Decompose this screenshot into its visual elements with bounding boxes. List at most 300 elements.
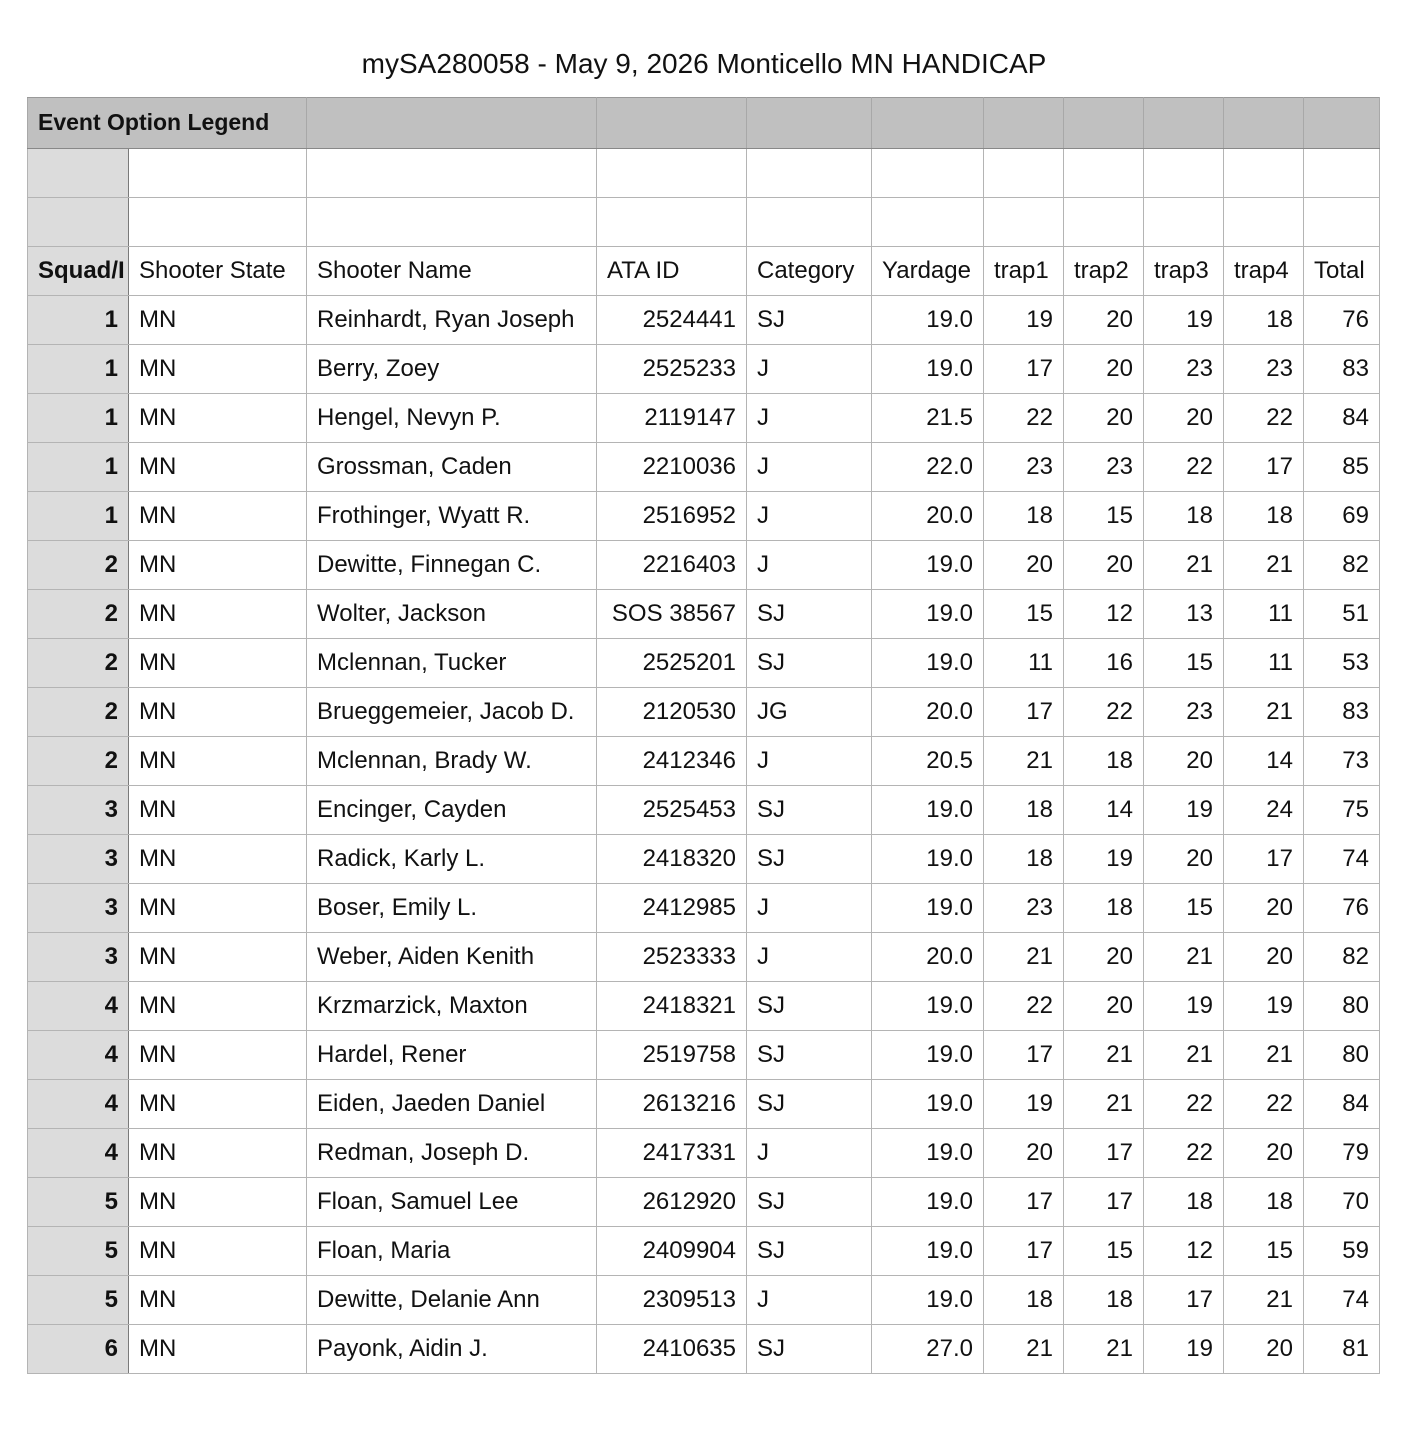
total-cell[interactable]: 59	[1304, 1227, 1380, 1276]
header-trap2[interactable]: trap2	[1064, 247, 1144, 296]
yardage-cell[interactable]: 19.0	[872, 1129, 984, 1178]
trap4-cell[interactable]: 17	[1224, 443, 1304, 492]
squad-cell[interactable]: 3	[28, 884, 129, 933]
trap3-cell[interactable]: 21	[1144, 933, 1224, 982]
legend-cell[interactable]	[1304, 98, 1380, 149]
trap4-cell[interactable]: 17	[1224, 835, 1304, 884]
trap3-cell[interactable]: 15	[1144, 639, 1224, 688]
name-cell[interactable]: Berry, Zoey	[307, 345, 597, 394]
trap2-cell[interactable]: 18	[1064, 737, 1144, 786]
trap2-cell[interactable]: 23	[1064, 443, 1144, 492]
state-cell[interactable]: MN	[129, 1227, 307, 1276]
name-cell[interactable]: Hardel, Rener	[307, 1031, 597, 1080]
squad-cell[interactable]: 2	[28, 639, 129, 688]
ata-id-cell[interactable]: 2613216	[597, 1080, 747, 1129]
state-cell[interactable]: MN	[129, 1080, 307, 1129]
trap2-cell[interactable]: 15	[1064, 1227, 1144, 1276]
state-cell[interactable]: MN	[129, 541, 307, 590]
name-cell[interactable]: Payonk, Aidin J.	[307, 1325, 597, 1374]
trap1-cell[interactable]: 11	[984, 639, 1064, 688]
total-cell[interactable]: 84	[1304, 394, 1380, 443]
yardage-cell[interactable]: 19.0	[872, 1080, 984, 1129]
yardage-cell[interactable]: 19.0	[872, 1227, 984, 1276]
ata-id-cell[interactable]: 2516952	[597, 492, 747, 541]
category-cell[interactable]: J	[747, 1129, 872, 1178]
ata-id-cell[interactable]: 2412346	[597, 737, 747, 786]
empty-cell[interactable]	[307, 149, 597, 198]
state-cell[interactable]: MN	[129, 737, 307, 786]
trap1-cell[interactable]: 22	[984, 394, 1064, 443]
trap4-cell[interactable]: 22	[1224, 1080, 1304, 1129]
yardage-cell[interactable]: 20.0	[872, 688, 984, 737]
total-cell[interactable]: 69	[1304, 492, 1380, 541]
trap4-cell[interactable]: 11	[1224, 590, 1304, 639]
empty-cell[interactable]	[984, 149, 1064, 198]
name-cell[interactable]: Radick, Karly L.	[307, 835, 597, 884]
yardage-cell[interactable]: 20.0	[872, 933, 984, 982]
trap4-cell[interactable]: 21	[1224, 541, 1304, 590]
ata-id-cell[interactable]: 2612920	[597, 1178, 747, 1227]
total-cell[interactable]: 81	[1304, 1325, 1380, 1374]
table-row	[28, 737, 1380, 786]
total-cell[interactable]: 83	[1304, 688, 1380, 737]
trap3-cell[interactable]: 19	[1144, 786, 1224, 835]
squad-cell[interactable]: 4	[28, 982, 129, 1031]
trap3-cell[interactable]: 15	[1144, 884, 1224, 933]
category-cell[interactable]: SJ	[747, 1227, 872, 1276]
ata-id-cell[interactable]: 2523333	[597, 933, 747, 982]
trap2-cell[interactable]: 17	[1064, 1178, 1144, 1227]
yardage-cell[interactable]: 19.0	[872, 1178, 984, 1227]
squad-cell[interactable]: 1	[28, 296, 129, 345]
squad-cell[interactable]: 5	[28, 1227, 129, 1276]
empty-cell[interactable]	[307, 198, 597, 247]
ata-id-cell[interactable]: 2120530	[597, 688, 747, 737]
yardage-cell[interactable]: 19.0	[872, 884, 984, 933]
category-cell[interactable]: SJ	[747, 590, 872, 639]
category-cell[interactable]: J	[747, 394, 872, 443]
trap2-cell[interactable]: 21	[1064, 1031, 1144, 1080]
empty-cell[interactable]	[1064, 198, 1144, 247]
header-trap4[interactable]: trap4	[1224, 247, 1304, 296]
squad-cell[interactable]: 4	[28, 1129, 129, 1178]
category-cell[interactable]: J	[747, 1276, 872, 1325]
state-cell[interactable]: MN	[129, 1178, 307, 1227]
trap4-cell[interactable]: 21	[1224, 1031, 1304, 1080]
table-row	[28, 1325, 1380, 1374]
total-cell[interactable]: 82	[1304, 933, 1380, 982]
yardage-cell[interactable]: 27.0	[872, 1325, 984, 1374]
squad-cell[interactable]: 4	[28, 1080, 129, 1129]
total-cell[interactable]: 75	[1304, 786, 1380, 835]
trap1-cell[interactable]: 21	[984, 737, 1064, 786]
total-cell[interactable]: 82	[1304, 541, 1380, 590]
trap2-cell[interactable]: 16	[1064, 639, 1144, 688]
total-cell[interactable]: 83	[1304, 345, 1380, 394]
trap1-cell[interactable]: 19	[984, 1080, 1064, 1129]
total-cell[interactable]: 53	[1304, 639, 1380, 688]
yardage-cell[interactable]: 19.0	[872, 590, 984, 639]
trap3-cell[interactable]: 17	[1144, 1276, 1224, 1325]
table-row	[28, 835, 1380, 884]
squad-cell[interactable]: 1	[28, 492, 129, 541]
category-cell[interactable]: J	[747, 541, 872, 590]
squad-cell[interactable]: 3	[28, 786, 129, 835]
yardage-cell[interactable]: 19.0	[872, 639, 984, 688]
trap4-cell[interactable]: 19	[1224, 982, 1304, 1031]
category-cell[interactable]: SJ	[747, 835, 872, 884]
trap2-cell[interactable]: 18	[1064, 884, 1144, 933]
trap2-cell[interactable]: 12	[1064, 590, 1144, 639]
category-cell[interactable]: JG	[747, 688, 872, 737]
ata-id-cell[interactable]: 2418320	[597, 835, 747, 884]
header-ata-id[interactable]: ATA ID	[597, 247, 747, 296]
yardage-cell[interactable]: 21.5	[872, 394, 984, 443]
empty-cell[interactable]	[129, 198, 307, 247]
total-cell[interactable]: 84	[1304, 1080, 1380, 1129]
ata-id-cell[interactable]: 2216403	[597, 541, 747, 590]
header-squad[interactable]: Squad/I	[28, 247, 129, 296]
trap2-cell[interactable]: 20	[1064, 982, 1144, 1031]
header-trap3[interactable]: trap3	[1144, 247, 1224, 296]
header-total[interactable]: Total	[1304, 247, 1380, 296]
legend-cell[interactable]	[1144, 98, 1224, 149]
trap4-cell[interactable]: 18	[1224, 1178, 1304, 1227]
trap4-cell[interactable]: 21	[1224, 688, 1304, 737]
ata-id-cell[interactable]: 2519758	[597, 1031, 747, 1080]
ata-id-cell[interactable]: 2412985	[597, 884, 747, 933]
category-cell[interactable]: SJ	[747, 639, 872, 688]
state-cell[interactable]: MN	[129, 443, 307, 492]
empty-cell[interactable]	[597, 198, 747, 247]
name-cell[interactable]: Weber, Aiden Kenith	[307, 933, 597, 982]
trap1-cell[interactable]: 21	[984, 933, 1064, 982]
state-cell[interactable]: MN	[129, 884, 307, 933]
ata-id-cell[interactable]: 2210036	[597, 443, 747, 492]
state-cell[interactable]: MN	[129, 639, 307, 688]
yardage-cell[interactable]: 22.0	[872, 443, 984, 492]
trap1-cell[interactable]: 20	[984, 1129, 1064, 1178]
legend-title: Event Option Legend	[38, 109, 270, 135]
squad-cell[interactable]: 3	[28, 835, 129, 884]
table-row	[28, 1178, 1380, 1227]
squad-cell[interactable]: 5	[28, 1178, 129, 1227]
empty-cell[interactable]	[1304, 149, 1380, 198]
total-cell[interactable]: 76	[1304, 884, 1380, 933]
yardage-cell[interactable]: 19.0	[872, 835, 984, 884]
category-cell[interactable]: SJ	[747, 786, 872, 835]
name-cell[interactable]: Grossman, Caden	[307, 443, 597, 492]
category-cell[interactable]: J	[747, 345, 872, 394]
trap3-cell[interactable]: 20	[1144, 737, 1224, 786]
header-yardage[interactable]: Yardage	[872, 247, 984, 296]
squad-cell[interactable]: 2	[28, 590, 129, 639]
category-cell[interactable]: SJ	[747, 1031, 872, 1080]
ata-id-cell[interactable]: SOS 38567	[597, 590, 747, 639]
trap1-cell[interactable]: 18	[984, 1276, 1064, 1325]
state-cell[interactable]: MN	[129, 786, 307, 835]
empty-cell[interactable]	[1064, 149, 1144, 198]
empty-cell[interactable]	[872, 198, 984, 247]
category-cell[interactable]: SJ	[747, 1178, 872, 1227]
category-cell[interactable]: J	[747, 737, 872, 786]
state-cell[interactable]: MN	[129, 1031, 307, 1080]
legend-cell[interactable]	[984, 98, 1064, 149]
trap2-cell[interactable]: 19	[1064, 835, 1144, 884]
state-cell[interactable]: MN	[129, 835, 307, 884]
trap3-cell[interactable]: 23	[1144, 345, 1224, 394]
header-category[interactable]: Category	[747, 247, 872, 296]
trap2-cell[interactable]: 21	[1064, 1325, 1144, 1374]
blank-row	[28, 149, 1380, 198]
empty-cell[interactable]	[1224, 198, 1304, 247]
empty-cell[interactable]	[597, 149, 747, 198]
trap1-cell[interactable]: 18	[984, 492, 1064, 541]
trap3-cell[interactable]: 20	[1144, 394, 1224, 443]
trap1-cell[interactable]: 17	[984, 1031, 1064, 1080]
trap1-cell[interactable]: 23	[984, 884, 1064, 933]
name-cell[interactable]: Mclennan, Tucker	[307, 639, 597, 688]
trap4-cell[interactable]: 20	[1224, 884, 1304, 933]
category-cell[interactable]: SJ	[747, 1080, 872, 1129]
trap3-cell[interactable]: 18	[1144, 492, 1224, 541]
legend-row	[28, 98, 1380, 149]
table-row	[28, 345, 1380, 394]
total-cell[interactable]: 76	[1304, 296, 1380, 345]
ata-id-cell[interactable]: 2119147	[597, 394, 747, 443]
state-cell[interactable]: MN	[129, 296, 307, 345]
name-cell[interactable]: Floan, Samuel Lee	[307, 1178, 597, 1227]
squad-cell[interactable]: 4	[28, 1031, 129, 1080]
table-row	[28, 786, 1380, 835]
name-cell[interactable]: Dewitte, Finnegan C.	[307, 541, 597, 590]
total-cell[interactable]: 73	[1304, 737, 1380, 786]
trap1-cell[interactable]: 23	[984, 443, 1064, 492]
yardage-cell[interactable]: 19.0	[872, 345, 984, 394]
name-cell[interactable]: Frothinger, Wyatt R.	[307, 492, 597, 541]
table-row	[28, 1227, 1380, 1276]
name-cell[interactable]: Wolter, Jackson	[307, 590, 597, 639]
name-cell[interactable]: Krzmarzick, Maxton	[307, 982, 597, 1031]
yardage-cell[interactable]: 20.5	[872, 737, 984, 786]
name-cell[interactable]: Boser, Emily L.	[307, 884, 597, 933]
state-cell[interactable]: MN	[129, 1325, 307, 1374]
squad-cell[interactable]: 1	[28, 345, 129, 394]
category-cell[interactable]: J	[747, 443, 872, 492]
trap1-cell[interactable]: 18	[984, 786, 1064, 835]
ata-id-cell[interactable]: 2417331	[597, 1129, 747, 1178]
state-cell[interactable]: MN	[129, 688, 307, 737]
empty-cell[interactable]	[984, 198, 1064, 247]
total-cell[interactable]: 80	[1304, 982, 1380, 1031]
trap2-cell[interactable]: 21	[1064, 1080, 1144, 1129]
empty-cell[interactable]	[1144, 198, 1224, 247]
header-shooter-name[interactable]: Shooter Name	[307, 247, 597, 296]
trap3-cell[interactable]: 22	[1144, 1129, 1224, 1178]
ata-id-cell[interactable]: 2410635	[597, 1325, 747, 1374]
name-cell[interactable]: Hengel, Nevyn P.	[307, 394, 597, 443]
name-cell[interactable]: Brueggemeier, Jacob D.	[307, 688, 597, 737]
trap2-cell[interactable]: 18	[1064, 1276, 1144, 1325]
yardage-cell[interactable]: 20.0	[872, 492, 984, 541]
trap1-cell[interactable]: 17	[984, 1227, 1064, 1276]
empty-cell[interactable]	[129, 149, 307, 198]
state-cell[interactable]: MN	[129, 492, 307, 541]
yardage-cell[interactable]: 19.0	[872, 786, 984, 835]
yardage-cell[interactable]: 19.0	[872, 1276, 984, 1325]
blank-row	[28, 198, 1380, 247]
trap1-cell[interactable]: 19	[984, 296, 1064, 345]
category-cell[interactable]: SJ	[747, 982, 872, 1031]
total-cell[interactable]: 85	[1304, 443, 1380, 492]
trap3-cell[interactable]: 20	[1144, 835, 1224, 884]
legend-cell[interactable]	[1064, 98, 1144, 149]
trap1-cell[interactable]: 18	[984, 835, 1064, 884]
total-cell[interactable]: 74	[1304, 1276, 1380, 1325]
legend-cell[interactable]	[597, 98, 747, 149]
trap3-cell[interactable]: 22	[1144, 1080, 1224, 1129]
empty-cell[interactable]	[872, 149, 984, 198]
trap3-cell[interactable]: 21	[1144, 1031, 1224, 1080]
legend-cell[interactable]	[307, 98, 597, 149]
trap3-cell[interactable]: 19	[1144, 296, 1224, 345]
empty-cell[interactable]	[1224, 149, 1304, 198]
trap2-cell[interactable]: 17	[1064, 1129, 1144, 1178]
trap3-cell[interactable]: 19	[1144, 1325, 1224, 1374]
trap3-cell[interactable]: 21	[1144, 541, 1224, 590]
header-shooter-state[interactable]: Shooter State	[129, 247, 307, 296]
name-cell[interactable]: Mclennan, Brady W.	[307, 737, 597, 786]
trap4-cell[interactable]: 11	[1224, 639, 1304, 688]
name-cell[interactable]: Eiden, Jaeden Daniel	[307, 1080, 597, 1129]
squad-cell[interactable]: 1	[28, 394, 129, 443]
trap4-cell[interactable]: 20	[1224, 1129, 1304, 1178]
name-cell[interactable]: Dewitte, Delanie Ann	[307, 1276, 597, 1325]
trap3-cell[interactable]: 23	[1144, 688, 1224, 737]
trap4-cell[interactable]: 20	[1224, 1325, 1304, 1374]
trap4-cell[interactable]: 18	[1224, 296, 1304, 345]
trap2-cell[interactable]: 20	[1064, 933, 1144, 982]
state-cell[interactable]: MN	[129, 345, 307, 394]
state-cell[interactable]: MN	[129, 933, 307, 982]
trap1-cell[interactable]: 17	[984, 1178, 1064, 1227]
empty-cell[interactable]	[1304, 198, 1380, 247]
trap1-cell[interactable]: 15	[984, 590, 1064, 639]
trap3-cell[interactable]: 13	[1144, 590, 1224, 639]
trap3-cell[interactable]: 12	[1144, 1227, 1224, 1276]
yardage-cell[interactable]: 19.0	[872, 541, 984, 590]
trap3-cell[interactable]: 22	[1144, 443, 1224, 492]
squad-cell[interactable]: 2	[28, 688, 129, 737]
trap2-cell[interactable]: 14	[1064, 786, 1144, 835]
header-row	[28, 247, 1380, 296]
total-cell[interactable]: 51	[1304, 590, 1380, 639]
trap4-cell[interactable]: 23	[1224, 345, 1304, 394]
squad-cell[interactable]	[28, 149, 129, 198]
page-title: mySA280058 - May 9, 2026 Monticello MN HANDICAP	[361, 48, 1047, 79]
state-cell[interactable]: MN	[129, 1276, 307, 1325]
trap4-cell[interactable]: 24	[1224, 786, 1304, 835]
squad-cell[interactable]: 1	[28, 443, 129, 492]
trap3-cell[interactable]: 19	[1144, 982, 1224, 1031]
ata-id-cell[interactable]: 2409904	[597, 1227, 747, 1276]
trap2-cell[interactable]: 20	[1064, 296, 1144, 345]
squad-cell[interactable]: 2	[28, 737, 129, 786]
ata-id-cell[interactable]: 2309513	[597, 1276, 747, 1325]
squad-cell[interactable]: 6	[28, 1325, 129, 1374]
legend-cell[interactable]	[872, 98, 984, 149]
trap1-cell[interactable]: 17	[984, 345, 1064, 394]
empty-cell[interactable]	[747, 198, 872, 247]
trap2-cell[interactable]: 15	[1064, 492, 1144, 541]
name-cell[interactable]: Redman, Joseph D.	[307, 1129, 597, 1178]
trap4-cell[interactable]: 14	[1224, 737, 1304, 786]
ata-id-cell[interactable]: 2524441	[597, 296, 747, 345]
yardage-cell[interactable]: 19.0	[872, 982, 984, 1031]
name-cell[interactable]: Reinhardt, Ryan Joseph	[307, 296, 597, 345]
trap1-cell[interactable]: 22	[984, 982, 1064, 1031]
trap4-cell[interactable]: 20	[1224, 933, 1304, 982]
category-cell[interactable]: SJ	[747, 296, 872, 345]
category-cell[interactable]: SJ	[747, 1325, 872, 1374]
name-cell[interactable]: Encinger, Cayden	[307, 786, 597, 835]
trap2-cell[interactable]: 20	[1064, 394, 1144, 443]
total-cell[interactable]: 80	[1304, 1031, 1380, 1080]
trap1-cell[interactable]: 17	[984, 688, 1064, 737]
ata-id-cell[interactable]: 2525453	[597, 786, 747, 835]
trap1-cell[interactable]: 20	[984, 541, 1064, 590]
squad-cell[interactable]: 3	[28, 933, 129, 982]
trap4-cell[interactable]: 22	[1224, 394, 1304, 443]
trap4-cell[interactable]: 15	[1224, 1227, 1304, 1276]
empty-cell[interactable]	[1144, 149, 1224, 198]
ata-id-cell[interactable]: 2418321	[597, 982, 747, 1031]
trap2-cell[interactable]: 20	[1064, 345, 1144, 394]
legend-title-cell[interactable]	[28, 98, 307, 149]
trap4-cell[interactable]: 18	[1224, 492, 1304, 541]
category-cell[interactable]: J	[747, 933, 872, 982]
total-cell[interactable]: 70	[1304, 1178, 1380, 1227]
state-cell[interactable]: MN	[129, 590, 307, 639]
state-cell[interactable]: MN	[129, 982, 307, 1031]
total-cell[interactable]: 74	[1304, 835, 1380, 884]
yardage-cell[interactable]: 19.0	[872, 1031, 984, 1080]
trap3-cell[interactable]: 18	[1144, 1178, 1224, 1227]
category-cell[interactable]: J	[747, 492, 872, 541]
legend-cell[interactable]	[1224, 98, 1304, 149]
squad-cell[interactable]: 2	[28, 541, 129, 590]
ata-id-cell[interactable]: 2525201	[597, 639, 747, 688]
yardage-cell[interactable]: 19.0	[872, 296, 984, 345]
legend-cell[interactable]	[747, 98, 872, 149]
table-row	[28, 296, 1380, 345]
header-trap1[interactable]: trap1	[984, 247, 1064, 296]
empty-cell[interactable]	[747, 149, 872, 198]
total-cell[interactable]: 79	[1304, 1129, 1380, 1178]
trap1-cell[interactable]: 21	[984, 1325, 1064, 1374]
state-cell[interactable]: MN	[129, 1129, 307, 1178]
trap2-cell[interactable]: 20	[1064, 541, 1144, 590]
name-cell[interactable]: Floan, Maria	[307, 1227, 597, 1276]
ata-id-cell[interactable]: 2525233	[597, 345, 747, 394]
category-cell[interactable]: J	[747, 884, 872, 933]
state-cell[interactable]: MN	[129, 394, 307, 443]
trap2-cell[interactable]: 22	[1064, 688, 1144, 737]
table-row	[28, 541, 1380, 590]
squad-cell[interactable]: 5	[28, 1276, 129, 1325]
squad-cell[interactable]	[28, 198, 129, 247]
trap4-cell[interactable]: 21	[1224, 1276, 1304, 1325]
